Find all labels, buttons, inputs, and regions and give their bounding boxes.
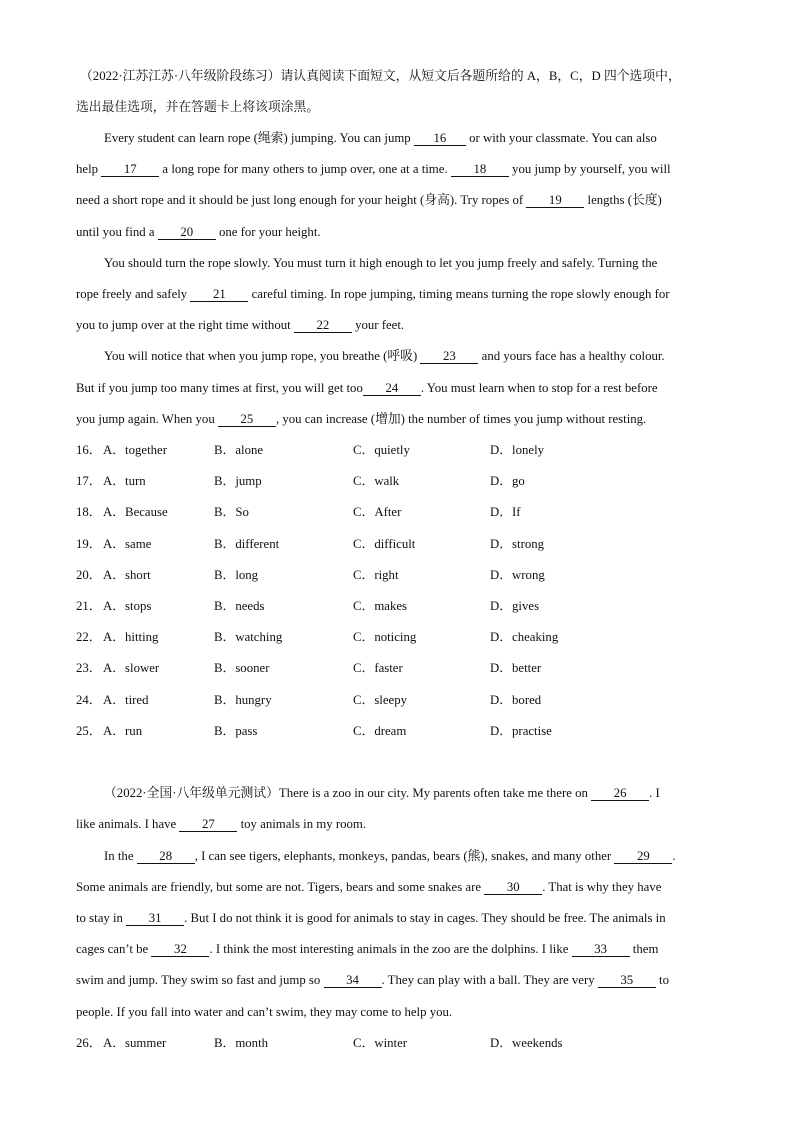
blank-34[interactable]: 34 (324, 973, 382, 988)
option-c[interactable]: C．quietly (353, 443, 410, 457)
blank-31[interactable]: 31 (126, 911, 184, 926)
passage1-line: But if you jump too many times at first, you will get too 24 . You must learn when to stop for a rest before (76, 381, 658, 395)
section1-intro-line1: （2022·江苏江苏·八年级阶段练习）请认真阅读下面短文，从短文后各题所给的 A，B，C，D 四个选项中， (80, 69, 681, 83)
passage1-line: until you find a 20 one for your height. (76, 225, 321, 239)
blank-35[interactable]: 35 (598, 973, 656, 988)
option-a[interactable]: A．together (103, 443, 167, 457)
blank-17[interactable]: 17 (101, 162, 159, 177)
question-21 (76, 598, 716, 614)
passage2-line: Some animals are friendly, but some are not. Tigers, bears and some snakes are 30 . That is why they have (76, 880, 662, 894)
option-d[interactable]: D．better (490, 661, 542, 675)
option-b[interactable]: B．month (214, 1036, 269, 1050)
option-b[interactable]: B．hungry (214, 693, 272, 707)
option-a[interactable]: A．slower (103, 661, 160, 675)
blank-29[interactable]: 29 (614, 849, 672, 864)
option-b[interactable]: B．alone (214, 443, 264, 457)
option-d[interactable]: D．strong (490, 537, 545, 551)
question-number: 17． (76, 474, 102, 488)
question-16 (76, 442, 716, 458)
option-b[interactable]: B．sooner (214, 661, 270, 675)
option-c[interactable]: C．winter (353, 1036, 408, 1050)
question-number: 19． (76, 537, 102, 551)
option-c[interactable]: C．walk (353, 474, 400, 488)
passage1-line: You will notice that when you jump rope, you breathe (呼吸) 23 and yours face has a healthy colour. (104, 349, 665, 363)
question-number: 22． (76, 630, 102, 644)
option-d[interactable]: D．cheaking (490, 630, 559, 644)
option-c[interactable]: C．After (353, 505, 402, 519)
option-d[interactable]: D．go (490, 474, 525, 488)
option-c[interactable]: C．sleepy (353, 693, 408, 707)
option-c[interactable]: C．difficult (353, 537, 416, 551)
blank-30[interactable]: 30 (484, 880, 542, 895)
option-a[interactable]: A．run (103, 724, 143, 738)
option-c[interactable]: C．noticing (353, 630, 417, 644)
passage2-line: In the 28 , I can see tigers, elephants, monkeys, pandas, bears (熊), snakes, and many other 29 . (104, 849, 676, 863)
question-25 (76, 723, 716, 739)
option-c[interactable]: C．faster (353, 661, 403, 675)
passage1-line: need a short rope and it should be just long enough for your height (身高). Try ropes of 19 lengths (长度) (76, 193, 662, 207)
question-19 (76, 536, 716, 552)
option-d[interactable]: D．If (490, 505, 521, 519)
option-c[interactable]: C．right (353, 568, 399, 582)
blank-21[interactable]: 21 (190, 287, 248, 302)
blank-33[interactable]: 33 (572, 942, 630, 957)
option-c[interactable]: C．makes (353, 599, 408, 613)
question-number: 20． (76, 568, 102, 582)
question-number: 23． (76, 661, 102, 675)
blank-28[interactable]: 28 (137, 849, 195, 864)
option-a[interactable]: A．tired (103, 693, 149, 707)
passage2-line: （2022·全国·八年级单元测试）There is a zoo in our city. My parents often take me there on 26 . I (104, 786, 660, 800)
question-number: 16． (76, 443, 102, 457)
option-a[interactable]: A．stops (103, 599, 152, 613)
option-b[interactable]: B．watching (214, 630, 283, 644)
option-d[interactable]: D．gives (490, 599, 540, 613)
blank-16[interactable]: 16 (414, 131, 466, 146)
blank-19[interactable]: 19 (526, 193, 584, 208)
option-d[interactable]: D．wrong (490, 568, 545, 582)
blank-25[interactable]: 25 (218, 412, 276, 427)
passage1-line: rope freely and safely 21 careful timing. In rope jumping, timing means turning the rope slowly enough for (76, 287, 670, 301)
option-b[interactable]: B．different (214, 537, 280, 551)
question-22 (76, 629, 716, 645)
option-d[interactable]: D．practise (490, 724, 552, 738)
passage1-line: you jump again. When you 25 , you can increase (增加) the number of times you jump without resting. (76, 412, 647, 426)
option-a[interactable]: A．turn (103, 474, 146, 488)
question-number: 26． (76, 1036, 102, 1050)
question-24 (76, 692, 716, 708)
passage2-line: to stay in 31 . But I do not think it is good for animals to stay in cages. They should be free. The animals in (76, 911, 666, 925)
option-d[interactable]: D．bored (490, 693, 542, 707)
question-number: 21． (76, 599, 102, 613)
blank-23[interactable]: 23 (420, 349, 478, 364)
option-b[interactable]: B．jump (214, 474, 262, 488)
blank-32[interactable]: 32 (151, 942, 209, 957)
blank-27[interactable]: 27 (179, 817, 237, 832)
option-b[interactable]: B．long (214, 568, 259, 582)
passage2-line: people. If you fall into water and can’t swim, they may come to help you. (76, 1005, 453, 1019)
question-20 (76, 567, 716, 583)
option-c[interactable]: C．dream (353, 724, 407, 738)
question-number: 25． (76, 724, 102, 738)
blank-20[interactable]: 20 (158, 225, 216, 240)
option-a[interactable]: A．same (103, 537, 152, 551)
passage2-line: like animals. I have 27 toy animals in my room. (76, 817, 367, 831)
question-17 (76, 473, 716, 489)
option-a[interactable]: A．Because (103, 505, 168, 519)
blank-24[interactable]: 24 (363, 381, 421, 396)
option-a[interactable]: A．hitting (103, 630, 159, 644)
blank-22[interactable]: 22 (294, 318, 352, 333)
option-d[interactable]: D．weekends (490, 1036, 563, 1050)
question-18 (76, 504, 716, 520)
passage1-line: you to jump over at the right time without 22 your feet. (76, 318, 405, 332)
section1-intro-line2: 选出最佳选项，并在答题卡上将该项涂黑。 (76, 100, 320, 114)
question-number: 18． (76, 505, 102, 519)
passage1-line: Every student can learn rope (绳索) jumping. You can jump 16 or with your classmate. You can also (104, 131, 657, 145)
passage1-line: help 17 a long rope for many others to jump over, one at a time. 18 you jump by yourself, you will (76, 162, 671, 176)
option-b[interactable]: B．So (214, 505, 249, 519)
option-a[interactable]: A．summer (103, 1036, 167, 1050)
blank-18[interactable]: 18 (451, 162, 509, 177)
question-23 (76, 660, 716, 676)
option-b[interactable]: B．pass (214, 724, 258, 738)
option-a[interactable]: A．short (103, 568, 151, 582)
passage2-line: cages can’t be 32 . I think the most interesting animals in the zoo are the dolphins. I like 33 them (76, 942, 659, 956)
question-26 (76, 1035, 716, 1051)
passage1-line: You should turn the rope slowly. You must turn it high enough to let you jump freely and safely. Turning the (104, 256, 658, 270)
option-d[interactable]: D．lonely (490, 443, 545, 457)
question-number: 24． (76, 693, 102, 707)
passage2-line: swim and jump. They swim so fast and jump so 34 . They can play with a ball. They are very 35 to (76, 973, 669, 987)
blank-26[interactable]: 26 (591, 786, 649, 801)
option-b[interactable]: B．needs (214, 599, 265, 613)
